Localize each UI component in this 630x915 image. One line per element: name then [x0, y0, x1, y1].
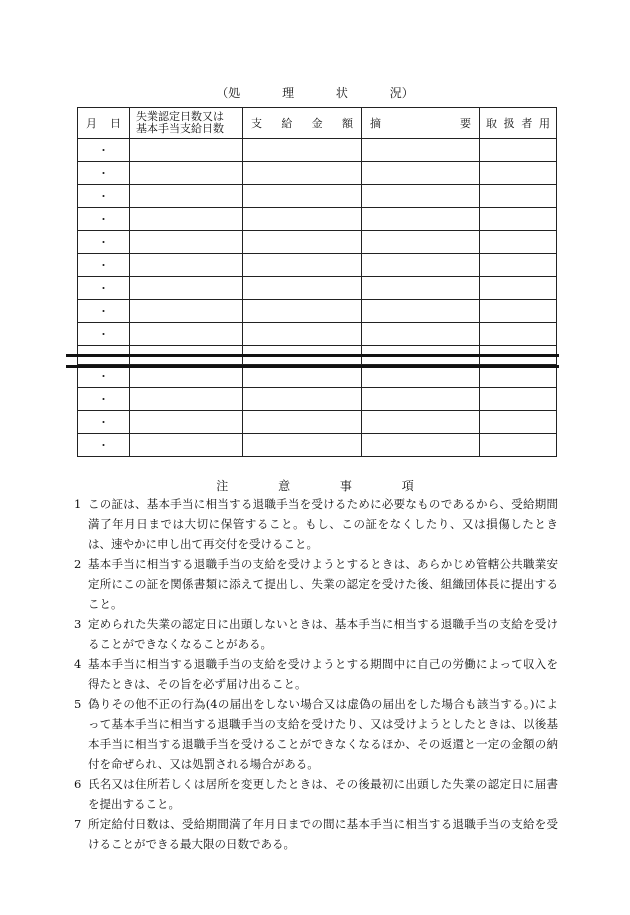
amount-cell[interactable] [243, 254, 362, 277]
days-cell[interactable] [130, 231, 243, 254]
note-number: 6 [74, 777, 82, 791]
notes-title-char: 意 [278, 479, 291, 493]
date-cell[interactable]: ・ [78, 365, 130, 388]
header-handler-char: 用 [538, 117, 550, 130]
header-day: 日 [110, 117, 121, 130]
table-row [78, 185, 557, 208]
table-row [78, 162, 557, 185]
summary-cell[interactable] [362, 323, 480, 346]
title-char: 理 [282, 86, 295, 100]
table-row [78, 323, 557, 346]
note-item [74, 654, 558, 694]
summary-cell[interactable] [362, 277, 480, 300]
separator-line-bottom [66, 365, 559, 368]
handler-cell[interactable] [480, 277, 557, 300]
note-item [74, 774, 558, 814]
table-row [78, 388, 557, 411]
days-cell[interactable] [130, 254, 243, 277]
note-text: 所定給付日数は、受給期間満了年月日までの間に基本手当に相当する退職手当の支給を受けることができる最大限の日数である。 [88, 817, 558, 851]
header-summary [362, 108, 480, 139]
summary-cell[interactable] [362, 300, 480, 323]
table-row [78, 254, 557, 277]
note-number: 4 [74, 657, 82, 671]
note-text: 基本手当に相当する退職手当の支給を受けようとするときは、あらかじめ管轄公共職業安定所にこの証を関係書類に添えて提出し、失業の認定を受けた後、組織団体長に提出すること。 [88, 557, 558, 611]
note-item [74, 814, 558, 854]
header-amount [243, 108, 362, 139]
table-row [78, 411, 557, 434]
table-header-row [78, 108, 557, 139]
header-days-line1: 失業認定日数又は [136, 110, 224, 123]
date-cell[interactable]: ・ [78, 323, 130, 346]
header-amount-char: 金 [311, 117, 323, 130]
title-char: 状 [335, 86, 348, 100]
amount-cell[interactable] [243, 231, 362, 254]
table-row [78, 139, 557, 162]
header-handler-char: 者 [521, 117, 533, 130]
handler-cell[interactable] [480, 300, 557, 323]
header-handler-char: 扱 [503, 117, 515, 130]
header-days-line2: 基本手当支給日数 [136, 122, 224, 135]
notes-title-char: 項 [401, 479, 414, 493]
handler-cell[interactable] [480, 411, 557, 434]
header-handler [480, 108, 557, 139]
header-amount-char: 額 [341, 117, 353, 130]
days-cell[interactable] [130, 139, 243, 162]
days-cell[interactable] [130, 434, 243, 457]
note-number: 1 [74, 497, 82, 511]
date-cell[interactable]: ・ [78, 254, 130, 277]
table-row [78, 434, 557, 457]
note-item [74, 554, 558, 614]
summary-cell[interactable] [362, 185, 480, 208]
note-item [74, 494, 558, 554]
days-cell[interactable] [130, 323, 243, 346]
date-cell[interactable]: ・ [78, 388, 130, 411]
title-char: 況） [389, 86, 414, 100]
note-text: 定められた失業の認定日に出頭しないときは、基本手当に相当する退職手当の支給を受けることができなくなることがある。 [88, 617, 558, 651]
summary-cell[interactable] [362, 388, 480, 411]
header-month: 月 [86, 117, 97, 130]
title-char: （処 [216, 86, 241, 100]
record-table [77, 107, 557, 457]
handler-cell[interactable] [480, 434, 557, 457]
date-cell[interactable]: ・ [78, 139, 130, 162]
header-amount-char: 給 [281, 117, 293, 130]
summary-cell[interactable] [362, 231, 480, 254]
amount-cell[interactable] [243, 162, 362, 185]
header-summary-char: 要 [460, 117, 471, 130]
summary-cell[interactable] [362, 254, 480, 277]
days-cell[interactable] [130, 411, 243, 434]
amount-cell[interactable] [243, 388, 362, 411]
summary-cell[interactable] [362, 139, 480, 162]
note-number: 7 [74, 817, 82, 831]
handler-cell[interactable] [480, 208, 557, 231]
amount-cell[interactable] [243, 208, 362, 231]
table-row [78, 300, 557, 323]
note-text: 偽りその他不正の行為(4の届出をしない場合又は虚偽の届出をした場合も該当する。)によって基本手当に相当する退職手当の支給を受けたり、又は受けようとしたときは、以後基本手当に相当する退職手当を受けることができなくなるほか、その返還と一定の金額の納付を命ぜられ、又は処罰される場合がある。 [88, 697, 558, 771]
summary-cell[interactable] [362, 162, 480, 185]
header-amount-char: 支 [251, 117, 262, 130]
date-cell[interactable]: ・ [78, 300, 130, 323]
note-text: この証は、基本手当に相当する退職手当を受けるために必要なものであるから、受給期間満了年月日までは大切に保管すること。もし、この証をなくしたり、又は損傷したときは、速やかに申し出て再交付を受けること。 [88, 497, 558, 551]
days-cell[interactable] [130, 300, 243, 323]
days-cell[interactable] [130, 162, 243, 185]
header-days [130, 108, 243, 139]
notes-title-char: 事 [339, 479, 352, 493]
note-text: 基本手当に相当する退職手当の支給を受けようとする期間中に自己の労働によって収入を得たときは、その旨を必ず届け出ること。 [88, 657, 558, 691]
handler-cell[interactable] [480, 231, 557, 254]
header-handler-char: 取 [486, 117, 497, 130]
table-row [78, 277, 557, 300]
date-cell[interactable]: ・ [78, 231, 130, 254]
days-cell[interactable] [130, 208, 243, 231]
notes-list [74, 494, 558, 854]
header-date [78, 108, 130, 139]
handler-cell[interactable] [480, 388, 557, 411]
note-item [74, 614, 558, 654]
days-cell[interactable] [130, 277, 243, 300]
amount-cell[interactable] [243, 434, 362, 457]
separator-line-top [66, 354, 559, 357]
section-title [0, 84, 630, 101]
summary-cell[interactable] [362, 411, 480, 434]
table-row [78, 208, 557, 231]
handler-cell[interactable] [480, 185, 557, 208]
date-cell[interactable]: ・ [78, 208, 130, 231]
summary-cell[interactable] [362, 208, 480, 231]
date-cell[interactable]: ・ [78, 162, 130, 185]
days-cell[interactable] [130, 185, 243, 208]
amount-cell[interactable] [243, 323, 362, 346]
notes-title [0, 477, 630, 494]
days-cell[interactable] [130, 388, 243, 411]
note-number: 2 [74, 557, 82, 571]
note-item [74, 694, 558, 774]
handler-cell[interactable] [480, 323, 557, 346]
handler-cell[interactable] [480, 254, 557, 277]
table-row [78, 231, 557, 254]
handler-cell[interactable] [480, 162, 557, 185]
date-cell[interactable]: ・ [78, 277, 130, 300]
notes-title-char: 注 [216, 479, 229, 493]
note-number: 5 [74, 697, 82, 711]
summary-cell[interactable] [362, 434, 480, 457]
note-number: 3 [74, 617, 82, 631]
amount-cell[interactable] [243, 185, 362, 208]
amount-cell[interactable] [243, 277, 362, 300]
date-cell[interactable]: ・ [78, 185, 130, 208]
date-cell[interactable]: ・ [78, 411, 130, 434]
handler-cell[interactable] [480, 139, 557, 162]
date-cell[interactable]: ・ [78, 434, 130, 457]
amount-cell[interactable] [243, 411, 362, 434]
amount-cell[interactable] [243, 300, 362, 323]
header-summary-char: 摘 [370, 117, 381, 130]
amount-cell[interactable] [243, 139, 362, 162]
note-text: 氏名又は住所若しくは居所を変更したときは、その後最初に出頭した失業の認定日に届書を提出すること。 [88, 777, 558, 811]
